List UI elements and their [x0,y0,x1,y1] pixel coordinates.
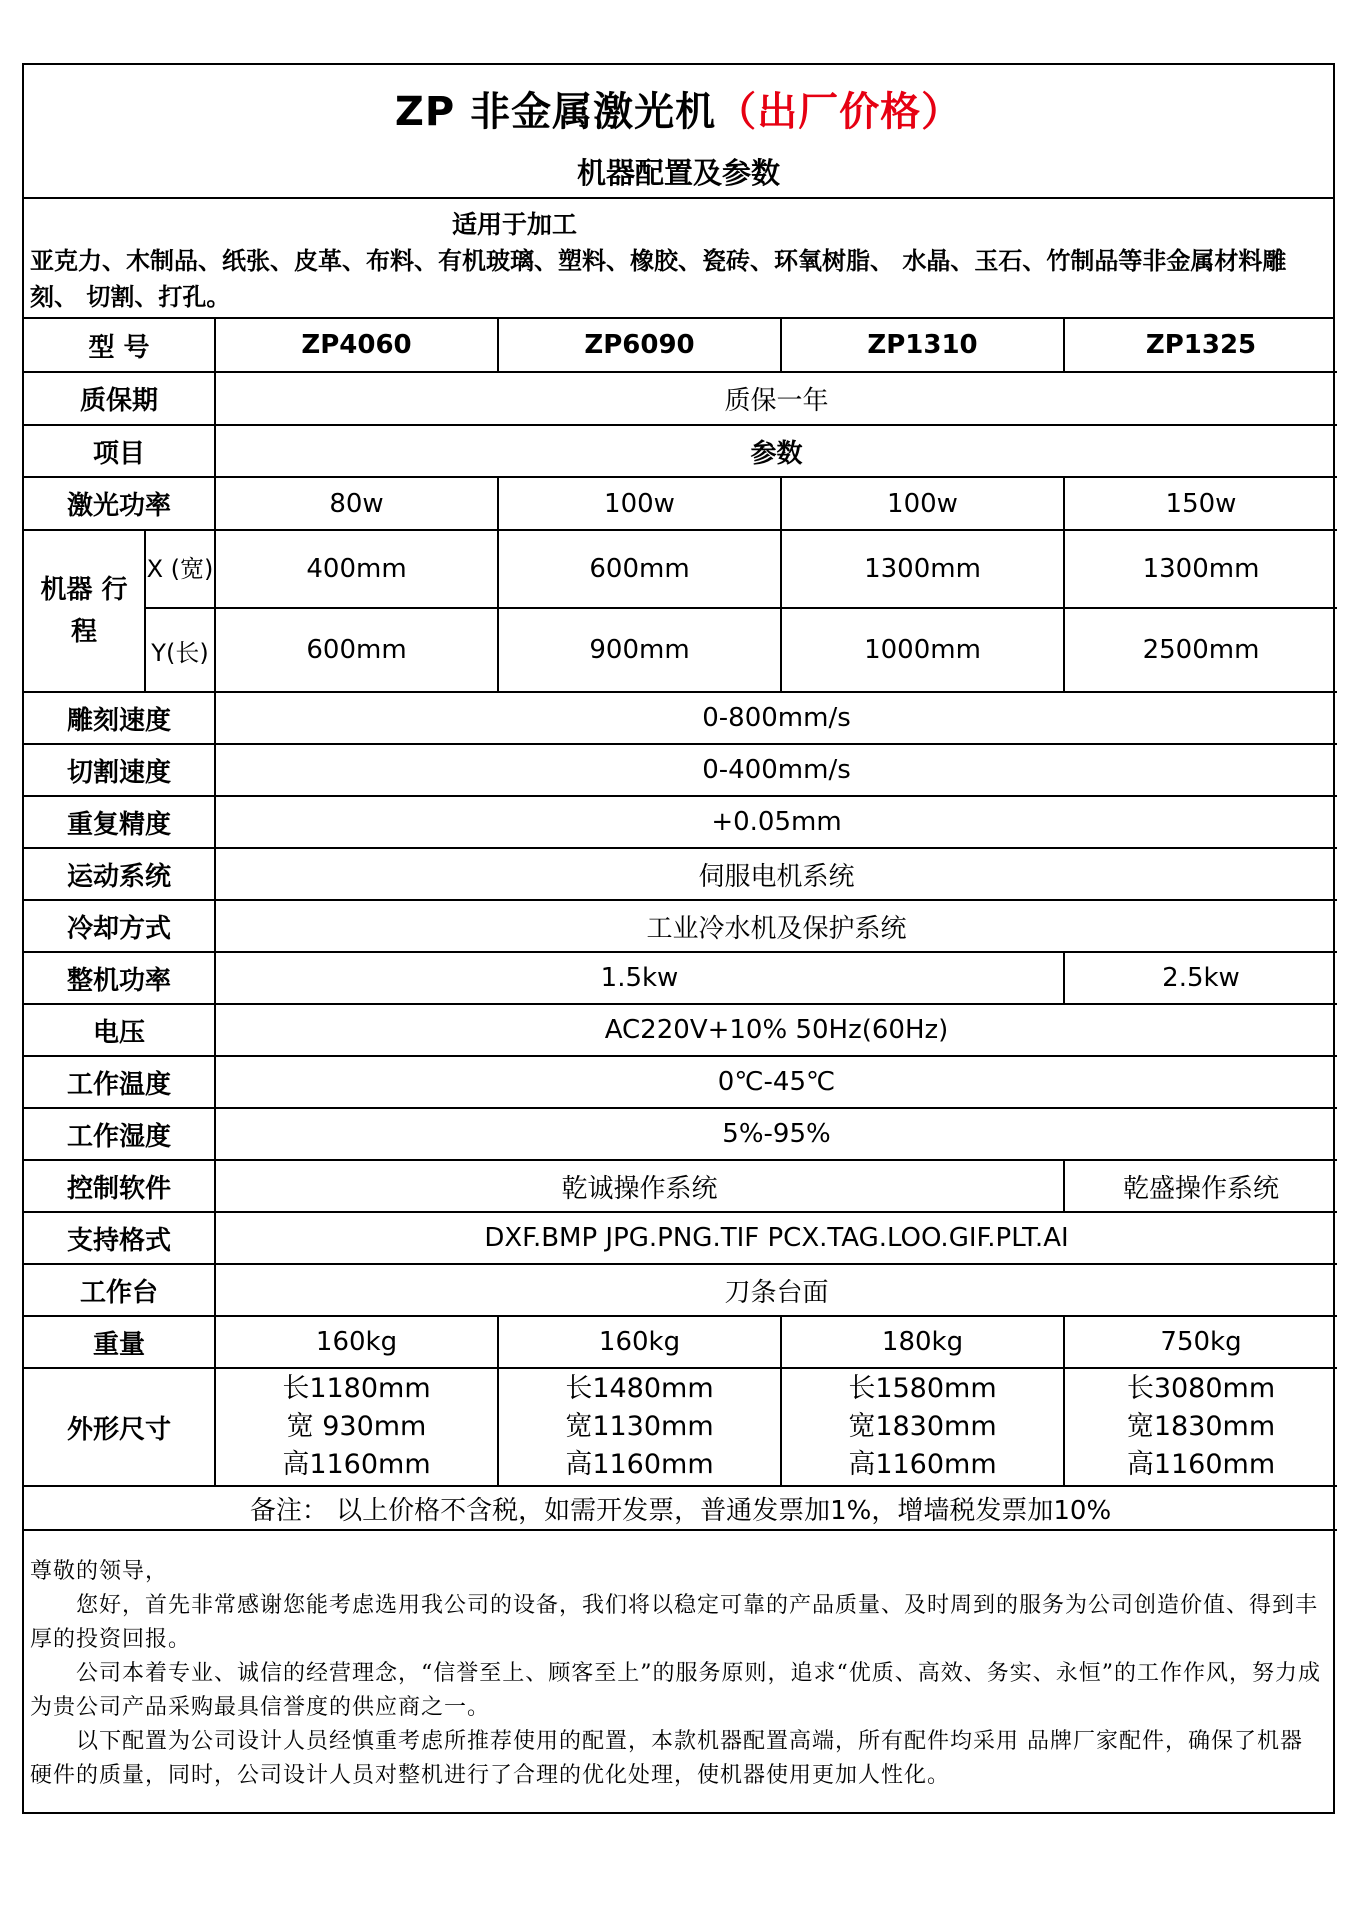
size-height: 高1160mm [1126,1449,1276,1480]
laser-power-cell: 100w [498,477,781,530]
table-row [24,1316,1337,1368]
table-row [24,692,1337,744]
param-label: 参数 [215,425,1337,477]
software-value: 乾诚操作系统 [215,1160,1064,1212]
letter-paragraph: 您好，首先非常感谢您能考虑选用我公司的设备，我们将以稳定可靠的产品质量、及时周到的服务为公司创造价值、得到丰厚的投资回报。 [30,1593,1319,1652]
size-length: 长3080mm [1126,1373,1276,1404]
page-title [24,65,1333,151]
y-travel-label: Y(长) [145,608,215,692]
table-row [24,477,1337,530]
y-travel-cell: 600mm [215,608,498,692]
laser-power-label: 激光功率 [24,477,215,530]
travel-label: 机器 行程 [24,530,145,692]
table-row [24,372,1337,425]
y-travel-cell: 1000mm [781,608,1064,692]
application-section [24,199,1333,319]
precision-value: +0.05mm [215,796,1337,848]
y-travel-cell: 2500mm [1064,608,1337,692]
temp-value: 0℃-45℃ [215,1056,1337,1108]
x-travel-cell: 600mm [498,530,781,608]
model-cell: ZP1325 [1064,319,1337,372]
price-tag: （出厂价格） [716,88,963,135]
size-width: 宽1830mm [1126,1411,1276,1442]
motion-value: 伺服电机系统 [215,848,1337,900]
warranty-label: 质保期 [24,372,215,425]
software-label: 控制软件 [24,1160,215,1212]
spec-table [24,319,1337,1531]
table-row [24,1486,1337,1530]
humidity-value: 5%-95% [215,1108,1337,1160]
machine-power-label: 整机功率 [24,952,215,1004]
model-cell: ZP4060 [215,319,498,372]
size-height: 高1160mm [565,1449,714,1480]
table-row [24,1108,1337,1160]
table-row [24,1368,1337,1486]
table-row [24,608,1337,692]
precision-label: 重复精度 [24,796,215,848]
spec-sheet [22,63,1335,1814]
x-travel-label: X (宽) [145,530,215,608]
size-length: 长1580mm [848,1373,997,1404]
application-text: 亚克力、木制品、纸张、皮革、布料、有机玻璃、塑料、橡胶、瓷砖、环氧树脂、 水晶、玉石、竹制品等非金属材料雕刻、 切割、打孔。 [30,247,1287,311]
size-height: 高1160mm [282,1449,431,1480]
worktable-value: 刀条台面 [215,1264,1337,1316]
page-subtitle: 机器配置及参数 [576,156,780,190]
humidity-label: 工作湿度 [24,1108,215,1160]
table-row [24,1264,1337,1316]
engrave-speed-label: 雕刻速度 [24,692,215,744]
x-travel-cell: 1300mm [781,530,1064,608]
table-row [24,796,1337,848]
machine-power-value: 2.5kw [1064,952,1337,1004]
table-row [24,1004,1337,1056]
table-row [24,319,1337,372]
table-row [24,530,1337,608]
size-height: 高1160mm [848,1449,997,1480]
size-label: 外形尺寸 [24,1368,215,1486]
weight-cell: 160kg [498,1316,781,1368]
x-travel-cell: 1300mm [1064,530,1337,608]
temp-label: 工作温度 [24,1056,215,1108]
title-main: ZP 非金属激光机 [394,88,717,135]
format-label: 支持格式 [24,1212,215,1264]
table-row [24,1160,1337,1212]
x-travel-cell: 400mm [215,530,498,608]
laser-power-cell: 100w [781,477,1064,530]
size-width: 宽1130mm [565,1411,714,1442]
price-note: 备注： 以上价格不含税，如需开发票，普通发票加1%，增墙税发票加10% [24,1486,1337,1530]
size-length: 长1480mm [565,1373,714,1404]
weight-label: 重量 [24,1316,215,1368]
laser-power-cell: 150w [1064,477,1337,530]
voltage-label: 电压 [24,1004,215,1056]
weight-cell: 180kg [781,1316,1064,1368]
cooling-value: 工业冷水机及保护系统 [215,900,1337,952]
weight-cell: 750kg [1064,1316,1337,1368]
header [24,65,1333,199]
format-value: DXF.BMP JPG.PNG.TIF PCX.TAG.LOO.GIF.PLT.AI [215,1212,1337,1264]
cut-speed-label: 切割速度 [24,744,215,796]
size-cell [215,1368,498,1486]
engrave-speed-value: 0-800mm/s [215,692,1337,744]
model-cell: ZP1310 [781,319,1064,372]
table-row [24,900,1337,952]
weight-cell: 160kg [215,1316,498,1368]
table-row [24,1212,1337,1264]
table-row [24,744,1337,796]
size-cell [498,1368,781,1486]
worktable-label: 工作台 [24,1264,215,1316]
software-value: 乾盛操作系统 [1064,1160,1337,1212]
size-length: 长1180mm [282,1373,431,1404]
table-row [24,425,1337,477]
size-cell [781,1368,1064,1486]
size-cell [1064,1368,1337,1486]
application-heading: 适用于加工 [452,210,578,239]
cooling-label: 冷却方式 [24,900,215,952]
table-row [24,952,1337,1004]
model-cell: ZP6090 [498,319,781,372]
motion-label: 运动系统 [24,848,215,900]
table-row [24,848,1337,900]
cover-letter [24,1531,1333,1793]
laser-power-cell: 80w [215,477,498,530]
item-label: 项目 [24,425,215,477]
size-width: 宽 930mm [286,1411,427,1442]
y-travel-cell: 900mm [498,608,781,692]
size-width: 宽1830mm [848,1411,997,1442]
table-row [24,1056,1337,1108]
letter-salutation: 尊敬的领导， [30,1559,169,1584]
model-label: 型 号 [24,319,215,372]
machine-power-value: 1.5kw [215,952,1064,1004]
warranty-value: 质保一年 [215,372,1337,425]
letter-paragraph: 公司本着专业、诚信的经营理念，“信誉至上、顾客至上”的服务原则，追求“优质、高效、务实、永恒”的工作作风，努力成为贵公司产品采购最具信誉度的供应商之一。 [30,1661,1321,1720]
letter-paragraph: 以下配置为公司设计人员经慎重考虑所推荐使用的配置，本款机器配置高端，所有配件均采用 品牌厂家配件，确保了机器硬件的质量，同时，公司设计人员对整机进行了合理的优化处理，使机器使用更加人性化。 [30,1729,1303,1788]
cut-speed-value: 0-400mm/s [215,744,1337,796]
voltage-value: AC220V+10% 50Hz(60Hz) [215,1004,1337,1056]
